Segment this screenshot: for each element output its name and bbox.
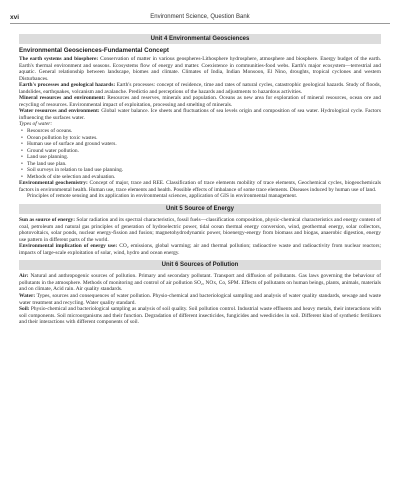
running-title: Environment Science, Question Bank xyxy=(150,14,250,20)
paragraph-remote-sensing: Principles of remote sensing and its application in environmental sciences, application of GIS in environmental management. xyxy=(27,193,298,200)
term: Water: xyxy=(19,292,36,299)
term: Mineral resources and environment: xyxy=(19,95,106,102)
paragraph-energy-implications xyxy=(19,243,381,256)
list-item: • Soil surveys in relation to land use planning. xyxy=(27,167,381,174)
paragraph-earth-systems xyxy=(19,56,381,82)
unit-4-title: Unit 4 Environmental Geosciences xyxy=(19,34,381,44)
paragraph-text: CO₂ emissions, global warming; air and thermal pollution; radioactive waste and radioactivity from nuclear reactors; impacts of large-scale exploitation of solar, wind, hydro and ocean energy. xyxy=(19,243,381,256)
list-item: • Ground water pollution. xyxy=(27,148,381,155)
list-item: • Resources of oceans. xyxy=(27,128,381,135)
list-item: • Methods of site selection and evaluation. xyxy=(27,174,381,181)
paragraph-text: Physio-chemical and bacteriological sampling as analysis of soil quality. Soil pollution control. Industrial waste effluents and heavy metals, their interactions with soil components. Soil microorganisms and their function. Degradation of different insecticides, fungicides and weedicides in soil. Different kind of synthetic fertilizers and their interactions with different components of soil. xyxy=(19,306,381,326)
types-of-water-list xyxy=(19,128,381,180)
paragraph-mineral-resources xyxy=(19,95,381,108)
term: Soil: xyxy=(19,306,30,313)
list-item: • Ocean pollution by toxic wastes. xyxy=(27,135,381,142)
header-rule xyxy=(10,23,390,24)
term: Sun as source of energy: xyxy=(19,217,76,224)
paragraph-text: Global water balance. Ice sheets and fluctuations of sea levels origin and composition of sea water. Hydrological cycle. Factors influencing the surfaces water. xyxy=(19,108,381,121)
unit-5-title: Unit 5 Source of Energy xyxy=(19,204,381,214)
list-item: • Land use planning. xyxy=(27,154,381,161)
paragraph-text: Types, sources and consequences of water pollution. Physio-chemical and bacteriological sampling and analysis of water quality standards, sewage and waste water treatment and recycling. Water quality standard. xyxy=(19,292,381,306)
paragraph-text: Natural and anthropogenic sources of pollution. Primary and secondary pollutant. Transport and diffusion of pollutants. Gas laws governing the behaviour of pollutants in the atmosphere. Methods of monitoring and control of air pollution SO₂, NOx, Co, SPM. Effects of pollutants on human beings, plants, animals, materials and on climate, Acid rain. Air quality standards. xyxy=(19,273,381,293)
unit-6-title: Unit 6 Sources of Pollution xyxy=(19,260,381,270)
term: Environmental implication of energy use: xyxy=(19,243,118,250)
paragraph-earth-processes xyxy=(19,82,381,95)
page-header xyxy=(0,0,400,28)
paragraph-sun-energy xyxy=(19,217,381,243)
list-item: • The land use plan. xyxy=(27,161,381,168)
types-of-water-label: Types of water: xyxy=(19,121,53,128)
paragraph-text: Conservation of matter in various geospheres-Lithosphere hydrosphere, atmosphere and biosphere. Energy budget of the earth. Earth's thermal environment and seasons. Ecosystems flow of energy and matter. Coexistence in communities-food webs. Earth's major ecosystem—terrestrial and aquatic. General relationship between landscape, biomes and climate. Climates of India, Indian Monsoon, El Nino, droughts, tropical cyclones and western Disturbances. xyxy=(19,56,381,82)
paragraph-water xyxy=(19,293,381,306)
paragraph-text: Resources and reserves, minerals and population. Oceans as new area for exploration of mineral resources, ocean ore and recycling of resources. Environmental impact of exploitation, processing and smelting of minerals. xyxy=(19,95,381,108)
term: Earth's processes and geological hazards: xyxy=(19,82,116,89)
page-number: xvi xyxy=(10,14,20,21)
paragraph-text: Concept of major, trace and REE. Classification of trace elements mobility of trace elements, Geochemical cycles, biogeochemicals factors in environmental health. Human use, trace elements and health. Possible effects of imbalance of some trace elements. Diseases induced by human use of land. xyxy=(19,180,381,193)
paragraph-soil xyxy=(19,306,381,326)
unit-4-subheading: Environmental Geosciences-Fundamental Concept xyxy=(19,47,169,54)
paragraph-geochemistry xyxy=(19,180,381,193)
term: Air: xyxy=(19,273,29,280)
term: Environmental geochemistry: xyxy=(19,180,88,187)
page-content xyxy=(19,30,381,326)
term: The earth systems and biosphere: xyxy=(19,56,99,62)
paragraph-air xyxy=(19,273,381,293)
paragraph-water-resources xyxy=(19,108,381,121)
term: Water resources and environment: xyxy=(19,108,100,115)
paragraph-text: Earth's processes: concept of residence, time and rates of natural cycles, catastrophic geological hazards. Study of floods, landslides, earthquakes, volcanism and avalanche. Predictio and perceptions of the hazards and adjustments to hazardous activities. xyxy=(19,82,381,95)
list-item: • Human use of surface and ground waters. xyxy=(27,141,381,148)
paragraph-text: Solar radiation and its spectral characteristics, fossil fuels—classification composition, physic-chemical characteristics and energy content of coal, petroleum and natural gas principles of generation of hydroelectric power, tidal ocean thermal energy conversion, wind, geothermal energy, solar collectors, photovoltaics, solar ponds, nuclear energy-fission and fusion; magnetohydrodynamic power, bioenergy-energy from biomass and biogas, anaerobic digestion, energy use pattern in different parts of the world. xyxy=(19,217,381,243)
